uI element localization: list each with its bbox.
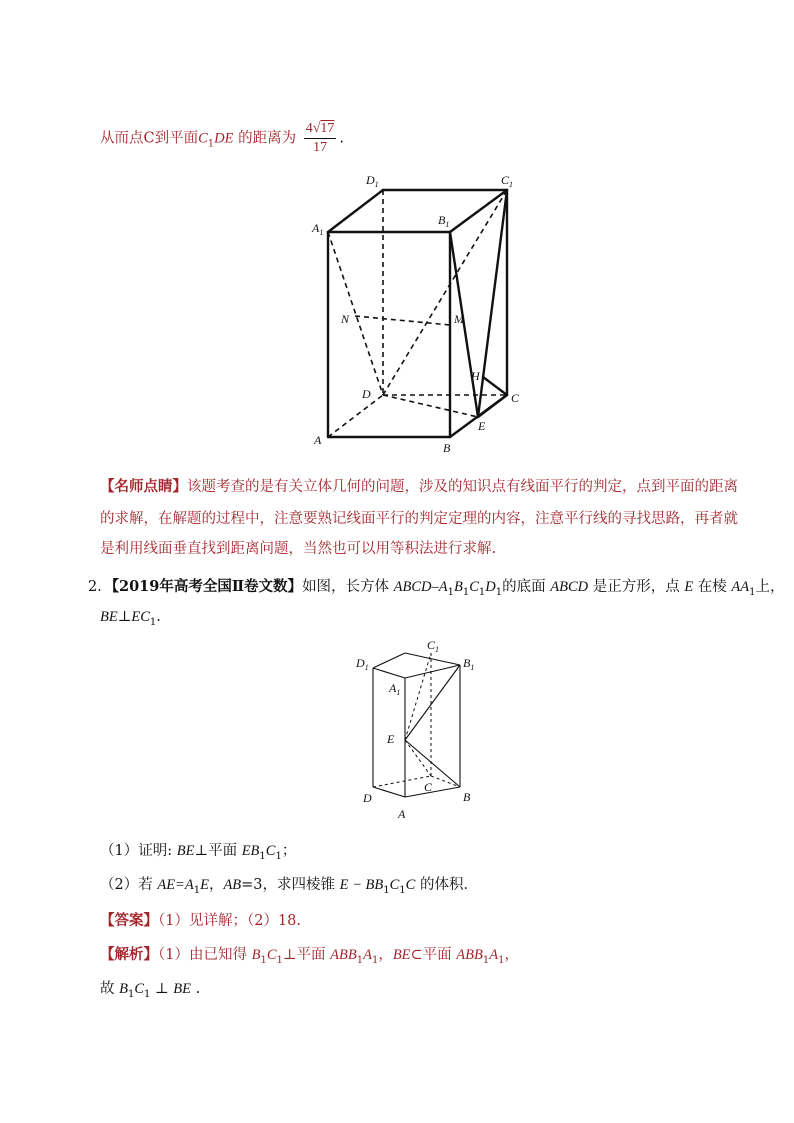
label-b1: $B_1$	[463, 656, 475, 672]
problem-2-line-2: $BE\perp EC_1$.	[100, 609, 161, 628]
label-a: A	[398, 807, 406, 821]
answer-line: 【答案】（1）见详解；（2）18.	[100, 912, 302, 929]
question-1: （1）证明: BE⊥平面 $EB_1C_1$；	[100, 843, 297, 862]
label-b: B	[443, 441, 451, 455]
label-e: E	[387, 732, 395, 746]
label-e: E	[478, 419, 486, 433]
question-2: （2）若 $AE=A_1E$，AB=3，求四棱锥 $E - BB_1C_1C$ 的体积．	[100, 877, 478, 896]
label-c: C	[424, 780, 433, 794]
label-b: B	[463, 790, 471, 804]
mingshi-line-2: 的求解，在解题的过程中，注意要熟记线面平行的判定定理的内容，注意平行线的寻找思路，再者就	[100, 511, 738, 527]
result-prefix: 从而点C到平面	[100, 130, 199, 147]
label-c1: $C_1$	[501, 173, 514, 189]
figure-2-prism	[350, 635, 485, 825]
mingshi-line-3: 是利用线面垂直找到距离问题，当然也可以用等积法进行求解.	[100, 541, 497, 557]
label-h: H	[471, 369, 480, 383]
label-a: A	[314, 433, 322, 447]
label-m: M	[454, 312, 464, 326]
label-b1: $B_1$	[438, 213, 450, 229]
figure-1-prism	[300, 170, 540, 460]
plane-c: C	[198, 130, 208, 147]
label-d1: $D_1$	[366, 173, 379, 189]
label-c: C	[511, 391, 520, 405]
analysis-line: 【解析】（1）由已知得 $B_1C_1\perp$平面 $ABB_1A_1$，BE⊂平面 $ABB_1A_1$，	[100, 946, 519, 966]
conclusion-line: 故 $B_1C_1$ ⊥ BE .	[100, 981, 201, 1000]
problem-2-line-1: 2．【2019年高考全国Ⅱ卷文数】如图，长方体 ABCD–$A_1B_1C_1D_1$的底面 ABCD 是正方形，点 E 在棱 $AA_1$上，	[88, 578, 785, 598]
mingshi-line-1: 【名师点睛】该题考查的是有关立体几何的问题，涉及的知识点有线面平行的判定，点到平面的距离	[100, 478, 738, 495]
distance-result-line: 从而点C到平面$C_1DE$ 的距离为 $\frac{4√17}{17}$ .	[100, 121, 345, 155]
label-d: D	[362, 387, 371, 401]
label-c1: $C_1$	[427, 638, 440, 654]
label-a1: $A_1$	[389, 681, 401, 697]
label-a1: $A_1$	[312, 221, 324, 237]
distance-fraction: $\frac{4√17}{17}$	[305, 121, 335, 155]
label-d: D	[363, 791, 372, 805]
label-d1: $D_1$	[356, 656, 369, 672]
label-n: N	[341, 312, 350, 326]
